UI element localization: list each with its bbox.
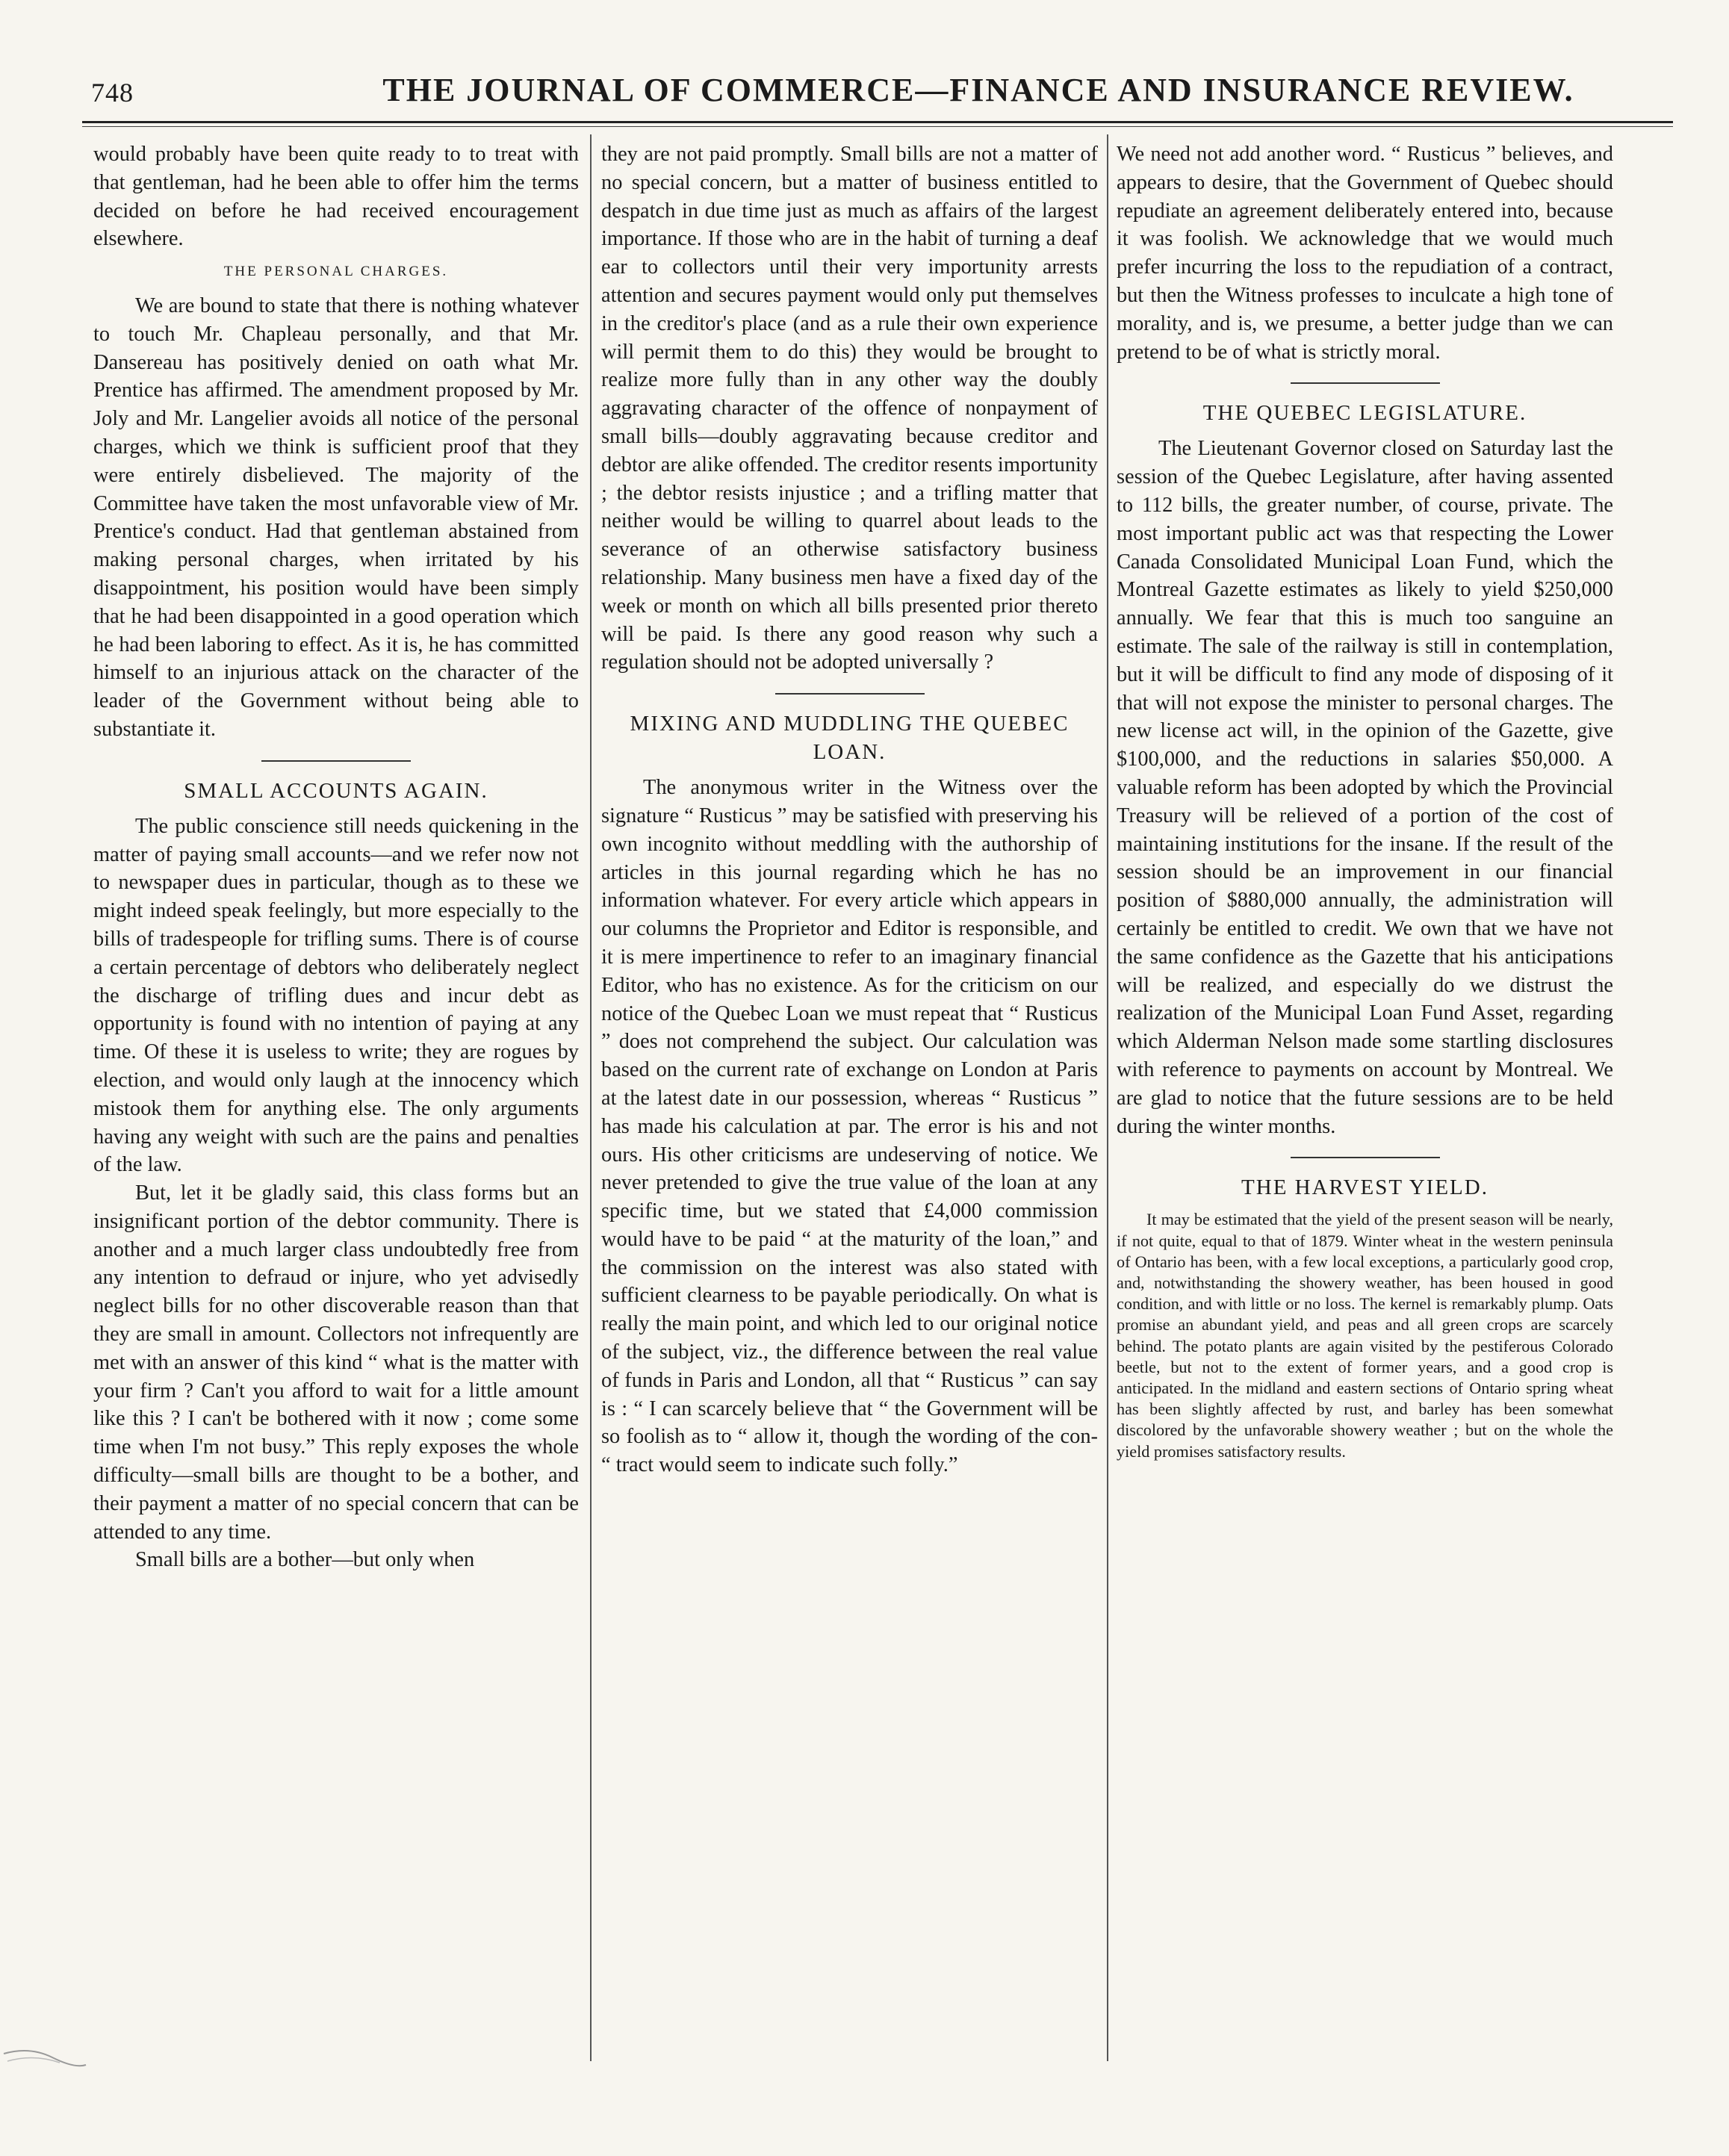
- header-rule-thin: [82, 126, 1673, 127]
- intro-paragraph: would probably have been quite ready to to treat with that gentleman, had he been able to offer him the terms decided on before he had received encouragement elsewhere.: [93, 143, 579, 251]
- small-accounts-continued: they are not paid promptly. Small bills are not a matter of no special concern, but a matter of business entitled to despatch in due time just as much as affairs of the largest importance. If those who are in the habit of turning a deaf ear to collectors until their very importunity arrests attention and secures payment would only put themselves in the creditor's place (and as a rule their own experience will permit them to do this) they would be brought to realize more fully than in any other way the doubly aggravating character of the offence of nonpayment of small bills—doubly aggravating because creditor and debtor are alike offended. The creditor resents importunity ; the debtor resists injustice ; and a trifling matter that neither would be willing to quarrel about leads to the severance of an otherwise satisfactory business relationship. Many business men have a fixed day of the week or month on which all bills presented prior thereto will be paid. Is there any good reason why such a regulation should not be adopted universally ?: [601, 143, 1098, 674]
- section-rule: [261, 760, 411, 762]
- running-title: THE JOURNAL OF COMMERCE—FINANCE AND INSURANCE REVIEW.: [382, 72, 1574, 108]
- section-rule: [1291, 382, 1440, 384]
- small-accounts-paragraph-2: But, let it be gladly said, this class forms but an insignificant portion of the debtor community. There is another and a much larger class undoubtedly free from any intention to defraud or injure, who yet advisedly neglect bills for no other discoverable reason than that they are small in amount. Collectors not infrequently are met with an answer of this kind “ what is the matter with your firm ? Can't you afford to wait for a little amount like this ? I can't be bothered with it now ; come some time when I'm not busy.” This reply exposes the whole difficulty—small bills are thought to be a bother, and their payment a matter of no special concern that can be attended to any time.: [93, 1181, 579, 1544]
- small-accounts-paragraph-1: The public conscience still needs quickening in the matter of paying small accounts—and we refer now not to newspaper dues in particular, though as to these we might indeed speak feelingly, but more especially to the bills of tradespeople for trifling sums. There is of course a certain percentage of debtors who deliberately neglect the discharge of trifling dues and incur debt as opportunity is found with no intention of paying at any time. Of these it is useless to write; they are rogues by election, and would only laugh at the innocency which mistook them for anything else. The only arguments having any weight with such are the pains and penalties of the law.: [93, 814, 579, 1177]
- personal-charges-heading: THE PERSONAL CHARGES.: [223, 264, 449, 280]
- harvest-yield-heading: THE HARVEST YIELD.: [1241, 1175, 1489, 1200]
- page-number: 748: [91, 78, 134, 108]
- quebec-loan-heading: MIXING AND MUDDLING THE QUEBEC LOAN.: [630, 712, 1070, 765]
- quebec-legislature-heading: THE QUEBEC LEGISLATURE.: [1202, 401, 1527, 426]
- column-2: [601, 140, 1098, 2052]
- section-rule: [1291, 1157, 1440, 1158]
- scan-artifact-icon: [0, 2031, 90, 2076]
- column-divider-1: [590, 134, 592, 2061]
- column-1: [93, 140, 579, 2052]
- quebec-legislature-paragraph: The Lieutenant Governor closed on Saturday last the session of the Quebec Legislature, after having assented to 112 bills, the greater number, of course, private. The most important public act was that respecting the Lower Canada Consolidated Municipal Loan Fund, which the Montreal Gazette estimates as likely to yield $250,000 annually. We fear that this is much too sanguine an estimate. The sale of the railway is still in contemplation, but it will be difficult to find any mode of disposing of it that will not expose the minister to personal charges. The new license act will, in the opinion of the Gazette, give $100,000, and the reductions in salaries $50,000. A valuable reform has been adopted by which the Provincial Treasury will be relieved of a portion of the cost of maintaining institutions for the insane. If the result of the session should be an improvement in our financial position of $880,000 annually, the administration will certainly be entitled to credit. We own that we have not the same confidence as the Gazette that his anticipations will be realized, and especially do we distrust the realization of the Municipal Loan Fund Asset, regarding which Alderman Nelson made some startling disclosures with reference to payments on account by Montreal. We are glad to notice that the future sessions are to be held during the winter months.: [1117, 437, 1613, 1138]
- section-rule: [775, 693, 925, 695]
- harvest-yield-paragraph: It may be estimated that the yield of the present season will be nearly, if not quite, equal to that of 1879. Winter wheat in the western peninsula of Ontario has been, with a few local exceptions, a particularly good crop, and, notwithstanding the showery weather, has been housed in good condition, and with little or no loss. The kernel is remarkably plump. Oats promise an abundant yield, and peas and all green crops are scarcely behind. The potato plants are again visited by the pestiferous Colorado beetle, but not to the extent of former years, and a good crop is anticipated. In the midland and eastern sections of Ontario spring wheat has been slightly affected by rust, and barley has been somewhat discolored by the unfavorable showery weather ; but on the whole the yield promises satisfactory results.: [1117, 1210, 1613, 1461]
- column-3: [1117, 140, 1613, 2052]
- header-rule: [82, 121, 1673, 123]
- personal-charges-paragraph: We are bound to state that there is nothing whatever to touch Mr. Chapleau personally, and that Mr. Dansereau has positively denied on oath what Mr. Prentice has affirmed. The amendment proposed by Mr. Joly and Mr. Langelier avoids all notice of the personal charges, which we think is sufficient proof that they were entirely disbelieved. The majority of the Committee have taken the most unfavorable view of Mr. Prentice's conduct. Had that gentleman abstained from making personal charges, when irritated by his disappointment, his position would have been simply that he had been disappointed in a good operation which he had been laboring to effect. As it is, he has committed himself to an injurious attack on the character of the leader of the Government without being able to substantiate it.: [93, 293, 579, 741]
- quebec-loan-continued: We need not add another word. “ Rusticus ” believes, and appears to desire, that the Government of Quebec should repudiate an agreement deliberately entered into, because it was foolish. We acknowledge that we would much prefer incurring the loss to the repudiation of a contract, but then the Witness professes to inculcate a high tone of morality, and is, we presume, a better judge than we can pretend to be of what is strictly moral.: [1117, 143, 1613, 364]
- small-accounts-heading: SMALL ACCOUNTS AGAIN.: [184, 778, 488, 803]
- small-accounts-paragraph-3: Small bills are a bother—but only when: [135, 1548, 475, 1572]
- harvest-yield-body: [1117, 1209, 1613, 1461]
- column-divider-2: [1107, 134, 1108, 2061]
- quebec-loan-paragraph: The anonymous writer in the Witness over the signature “ Rusticus ” may be satisfied with preserving his own incognito without meddling with the authorship of articles in this journal regarding which he has no information whatever. For every article which appears in our columns the Proprietor and Editor is responsible, and it is mere impertinence to refer to an imaginary financial Editor, who has no existence. As for the criticism on our notice of the Quebec Loan we must repeat that “ Rusticus ” does not comprehend the subject. Our calculation was based on the current rate of exchange on London at Paris at the latest date in our possession, whereas “ Rusticus ” has made his calculation at par. The error is his and not ours. His other criticisms are undeserving of notice. We never pretended to give the true value of the loan at any specific time, but we stated that £4,000 commission would have to be paid “ at the maturity of the loan,” and the commission on the interest was also stated with sufficient clearness to be payable periodically. On what is really the main point, and which led to our original notice of the subject, viz., the difference between the real value of funds in Paris and London, all that “ Rusticus ” can say is : “ I can scarcely believe that “ the Government will be so foolish as to “ allow it, though the wording of the con- “ tract would seem to indicate such folly.”: [601, 776, 1098, 1477]
- page-header: [82, 71, 1673, 123]
